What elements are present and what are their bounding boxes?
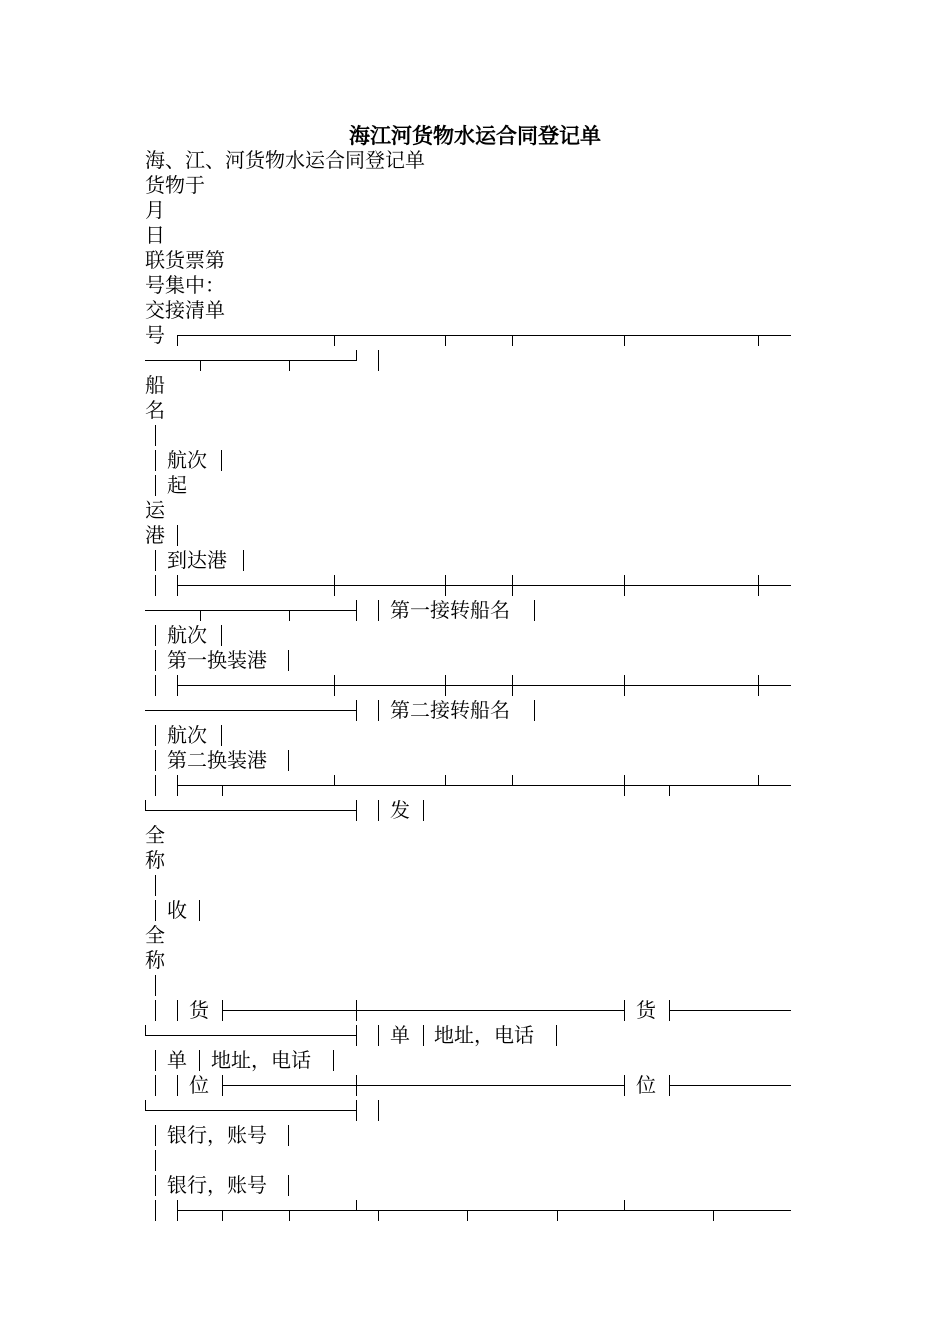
full-name-label: 称 <box>145 848 165 872</box>
second-transfer-ship-label: 第二接转船名 <box>390 698 510 722</box>
intro-text: 日 <box>145 223 165 247</box>
ship-name-label: 船 <box>145 373 165 397</box>
table-rule <box>145 1098 805 1123</box>
address-phone-label: 地址，电话 <box>211 1048 311 1072</box>
full-name-label: 全 <box>145 823 165 847</box>
cargo-unit-row <box>145 998 805 1023</box>
destination-port-label: 到达港 <box>167 548 227 572</box>
destination-row <box>145 548 805 573</box>
intro-text: 货物于 <box>145 173 205 197</box>
full-name-label: 称 <box>145 948 165 972</box>
bank-row <box>145 1123 805 1148</box>
second-transship-port-label: 第二换装港 <box>167 748 267 772</box>
consignee-row <box>145 898 805 923</box>
table-bottom-rule <box>145 1198 805 1223</box>
voyage-row <box>145 723 805 748</box>
unit-label: 单 <box>390 1023 410 1047</box>
document-heading: 海、江、河货物水运合同登记单 <box>145 148 425 172</box>
unit-label: 单 <box>167 1048 187 1072</box>
table-rule <box>145 573 805 598</box>
second-transfer-row <box>145 698 805 723</box>
bank-row <box>145 1173 805 1198</box>
document-body <box>145 148 805 1223</box>
consignee-label: 收 <box>167 898 187 922</box>
first-transfer-ship-label: 第一接转船名 <box>390 598 510 622</box>
voyage-label: 航次 <box>167 448 207 472</box>
table-rule <box>145 773 805 798</box>
position-label: 位 <box>636 1073 656 1097</box>
origin-port-label: 起 <box>167 473 187 497</box>
bank-account-label: 银行，账号 <box>167 1173 267 1197</box>
number-label: 号 <box>145 323 165 347</box>
address-row <box>145 1023 805 1048</box>
voyage-label: 航次 <box>167 723 207 747</box>
intro-text: 月 <box>145 198 165 222</box>
full-name-label: 全 <box>145 923 165 947</box>
table-rule-continued <box>145 348 805 373</box>
first-transship-port-label: 第一换装港 <box>167 648 267 672</box>
cargo-label: 货 <box>189 998 209 1022</box>
intro-text: 号集中： <box>145 273 225 297</box>
position-label: 位 <box>189 1073 209 1097</box>
origin-port-label: 运 <box>145 498 165 522</box>
intro-text: 交接清单 <box>145 298 225 322</box>
rule-line <box>177 335 791 336</box>
voyage-row <box>145 448 805 473</box>
ship-name-label: 名 <box>145 398 165 422</box>
address-phone-label: 地址，电话 <box>434 1023 534 1047</box>
cargo-label: 货 <box>636 998 656 1022</box>
table-top-rule <box>145 323 805 348</box>
address-row <box>145 1048 805 1073</box>
table-rule <box>145 673 805 698</box>
voyage-label: 航次 <box>167 623 207 647</box>
origin-row <box>145 473 805 498</box>
unit-position-row <box>145 1073 805 1098</box>
document-title: 海江河货物水运合同登记单 <box>349 123 601 148</box>
first-transfer-row <box>145 598 805 623</box>
heading-line <box>145 148 805 173</box>
voyage-row <box>145 623 805 648</box>
intro-text: 联货票第 <box>145 248 225 272</box>
second-transship-row <box>145 748 805 773</box>
shipper-label: 发 <box>390 798 410 822</box>
origin-port-label: 港 <box>145 523 165 547</box>
first-transship-row <box>145 648 805 673</box>
shipper-row <box>145 798 805 823</box>
bank-account-label: 银行，账号 <box>167 1123 267 1147</box>
